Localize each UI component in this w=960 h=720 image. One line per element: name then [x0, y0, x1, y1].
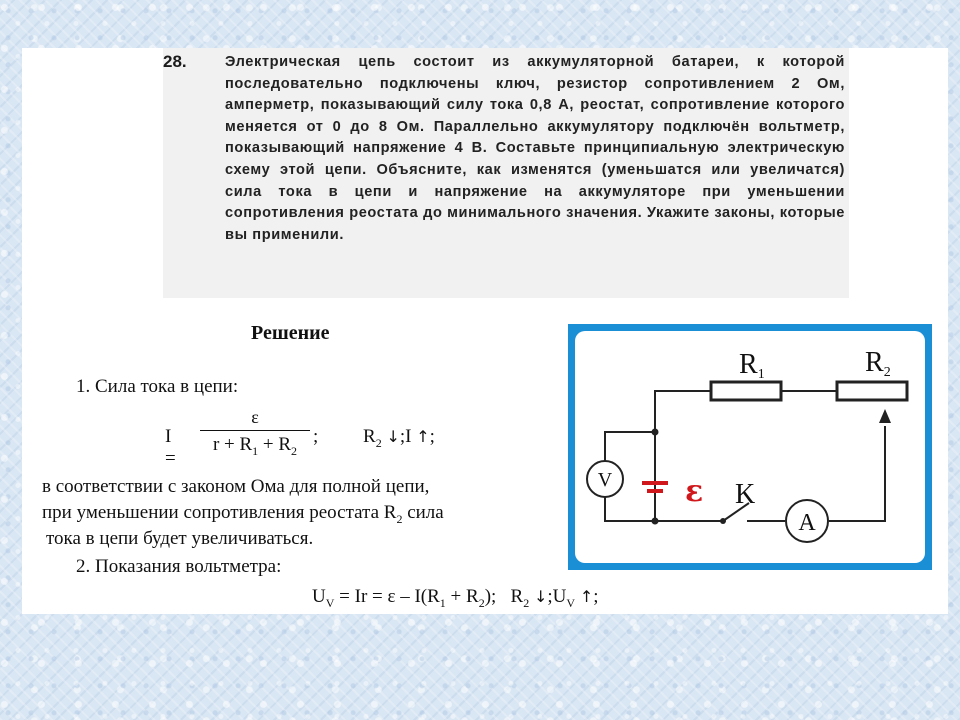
problem-block [163, 48, 849, 298]
fraction-numerator: ε [251, 407, 259, 427]
formula-semicolon: ; [313, 426, 319, 447]
solution-item-2: 2. Показания вольтметра: [76, 556, 282, 577]
formula-lhs: I = [165, 426, 176, 469]
wire-right-vertical [829, 426, 885, 521]
circuit-diagram [568, 324, 932, 570]
key-label: K [735, 479, 756, 510]
junction-dot-bottom [652, 518, 659, 525]
formula-trend: $R_2$ ↓;I ↑; [363, 426, 435, 450]
r2-label: R2 [865, 347, 891, 380]
junction-dot-top [652, 429, 659, 436]
resistor-r1 [711, 382, 781, 400]
battery-short-plate [647, 489, 663, 493]
solution-text-line-1: в соответствии с законом Ома для полной цепи, [42, 476, 430, 497]
solution-text-line-2: при уменьшении сопротивления реостата $R_2$ сила [42, 502, 444, 526]
wire-voltmeter-top [605, 432, 655, 461]
up-arrow-icon: ↑ [579, 587, 594, 606]
formula-fraction [200, 406, 310, 463]
voltmeter-label: V [597, 469, 613, 491]
r1-label: R1 [739, 349, 765, 382]
wire-top-left [655, 391, 711, 432]
fraction-denominator: $r + R_1 + R_2$ [212, 434, 298, 458]
emf-label: ε [685, 474, 704, 509]
battery-long-plate [642, 481, 668, 485]
problem-number: 28. [163, 52, 187, 71]
problem-text: Электрическая цепь состоит из аккумуляторной батареи, к которой последовательно подключены ключ, резистор сопротивлением 2 Ом, амперметр, показывающий силу тока 0,8 А, реостат, сопротивление которого меняется от 0 до 8 Ом. Параллельно аккумулятору подключён вольтметр, показывающий напряжение 4 В. Составьте принципиальную электрическую схему этой цепи. Объясните, как изменятся (уменьшатся или увеличатся) сила тока в цепи и напряжение на аккумуляторе при уменьшении сопротивления реостата до минимального значения. Укажите законы, которые вы применили. [225, 54, 845, 243]
fraction-bar [200, 430, 310, 431]
circuit-schematic [575, 331, 925, 563]
rheostat-arrow-icon [879, 409, 891, 423]
down-arrow-icon: ↓ [386, 427, 400, 446]
resistor-r2 [837, 382, 907, 400]
key-pivot-dot [720, 518, 726, 524]
wire-voltmeter-bottom [605, 496, 655, 521]
solution-title: Решение [251, 322, 330, 344]
circuit-panel [575, 331, 925, 563]
up-arrow-icon: ↑ [416, 427, 430, 446]
solution-item-1: 1. Сила тока в цепи: [76, 376, 239, 397]
down-arrow-icon: ↓ [533, 587, 548, 606]
ammeter-label: A [798, 510, 816, 536]
voltmeter-formula: $U_V = Ir = \varepsilon - I(R_1 + R_2)$; $R_2$ $↓;U_V$ ↑; [312, 586, 599, 610]
solution-text-line-3: тока в цепи будет увеличиваться. [46, 528, 314, 549]
